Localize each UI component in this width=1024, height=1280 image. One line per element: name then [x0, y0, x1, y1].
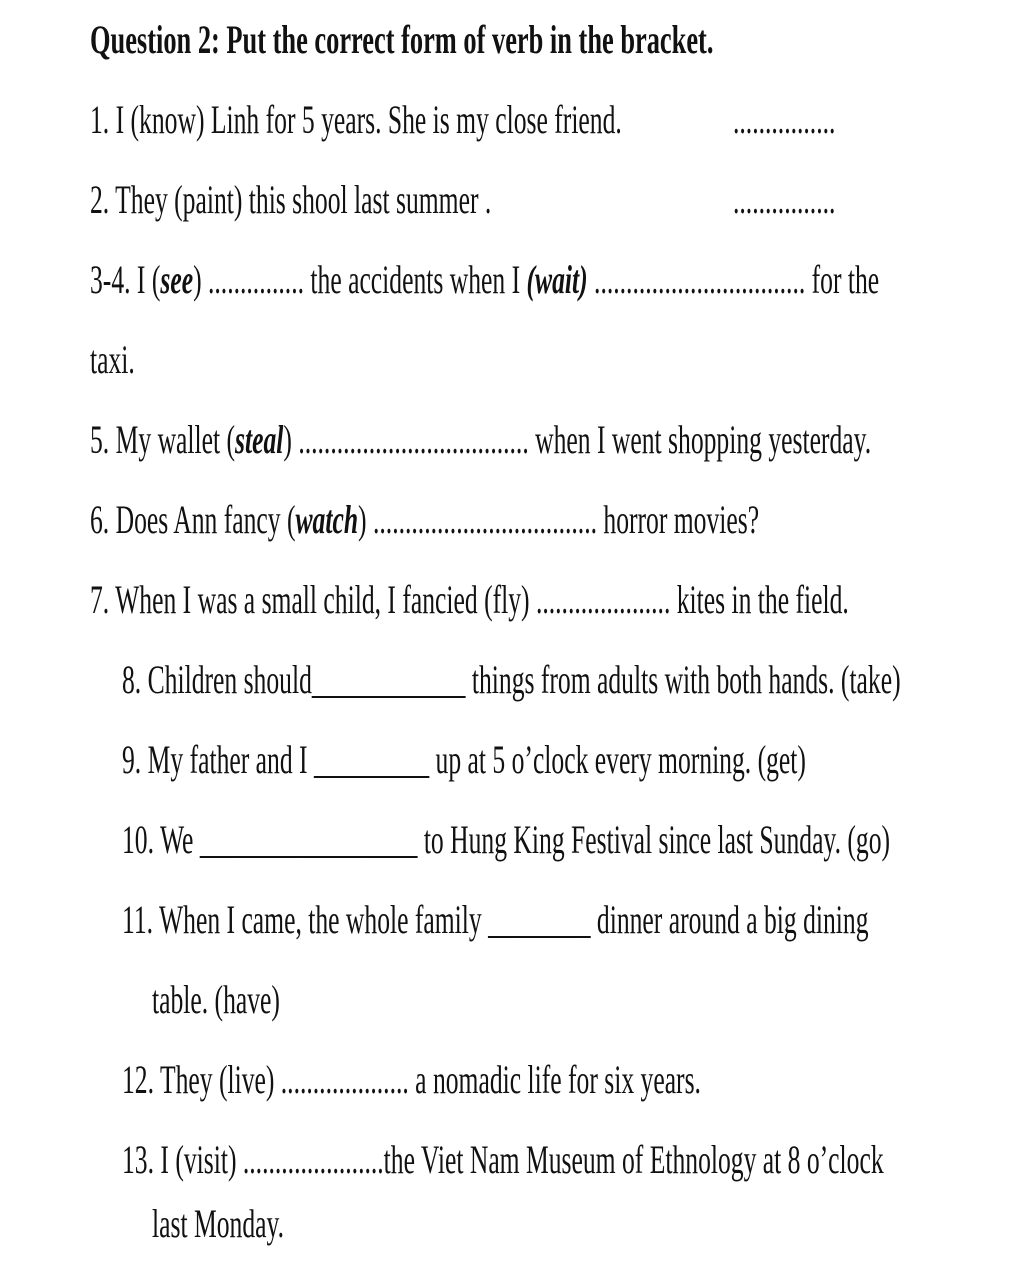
item-8 [122, 656, 901, 704]
item-7-prefix: 7. When I was a small child, I fancied (fly) [90, 577, 536, 622]
item-6-verb: watch [295, 497, 359, 542]
item-9-answer-blank[interactable]: _________ [313, 737, 430, 782]
item-5-suffix: when I went shopping yesterday. [528, 417, 872, 462]
item-1-text: 1. I (know) Linh for 5 years. She is my close friend. [90, 97, 622, 142]
item-12 [122, 1056, 701, 1104]
item-5 [90, 416, 871, 464]
item-13-suffix: the Viet Nam Museum of Ethnology at 8 o’clock [383, 1137, 884, 1182]
item-3-4-middle: the accidents when I [304, 257, 527, 302]
item-3-4-suffix: for the [805, 257, 880, 302]
item-8-suffix: things from adults with both hands. (take) [465, 657, 901, 702]
item-7 [90, 576, 849, 624]
item-7-suffix: kites in the field. [670, 577, 849, 622]
item-1 [90, 96, 622, 144]
item-10-prefix: 10. We [122, 817, 200, 862]
item-11-prefix: 11. When I came, the whole family [122, 897, 489, 942]
item-11-answer-blank[interactable]: ________ [488, 897, 591, 942]
item-2-answer-blank[interactable]: ................ [733, 177, 836, 222]
item-8-prefix: 8. Children should [122, 657, 312, 702]
item-12-prefix: 12. They (live) [122, 1057, 281, 1102]
item-4-answer-blank[interactable]: ................................. [594, 257, 806, 302]
item-10 [122, 816, 890, 864]
item-3-bracket-close: ) [193, 257, 208, 302]
item-1-answer-blank[interactable]: ................ [733, 97, 836, 142]
item-12-answer-blank[interactable]: .................... [280, 1057, 409, 1102]
item-13-prefix: 13. I (visit) [122, 1137, 243, 1182]
item-5-answer-blank[interactable]: .................................... [298, 417, 529, 462]
item-5-prefix: 5. My wallet ( [90, 417, 236, 462]
item-10-suffix: to Hung King Festival since last Sunday. (go) [417, 817, 891, 862]
item-8-answer-blank[interactable]: ____________ [311, 657, 466, 702]
item-9 [122, 736, 806, 784]
item-11 [122, 896, 868, 944]
item-11-suffix: dinner around a big dining [590, 897, 869, 942]
item-3-4 [90, 256, 879, 304]
item-6-suffix: horror movies? [596, 497, 760, 542]
item-5-verb: steal [235, 417, 284, 462]
item-7-answer-blank[interactable]: ..................... [535, 577, 671, 622]
item-4-verb: (wait) [526, 257, 588, 302]
item-2-text: 2. They (paint) this shool last summer . [90, 177, 492, 222]
item-2 [90, 176, 491, 224]
item-3-answer-blank[interactable]: ............... [208, 257, 304, 302]
item-9-prefix: 9. My father and I [122, 737, 314, 782]
item-5-bracket-close: ) [283, 417, 299, 462]
item-3-4-continued: taxi. [90, 337, 135, 382]
item-3-verb: see [160, 257, 194, 302]
item-11-continued: table. (have) [152, 977, 280, 1022]
item-13-continued: last Monday. [152, 1201, 285, 1246]
item-12-suffix: a nomadic life for six years. [408, 1057, 701, 1102]
item-6 [90, 496, 759, 544]
item-6-bracket-close: ) [358, 497, 373, 542]
item-3-4-prefix: 3-4. I ( [90, 257, 161, 302]
item-13-answer-blank[interactable]: ...................... [242, 1137, 384, 1182]
question-title: Question 2: Put the correct form of verb in the bracket. [90, 17, 714, 62]
item-6-prefix: 6. Does Ann fancy ( [90, 497, 296, 542]
item-13 [122, 1136, 884, 1184]
item-6-answer-blank[interactable]: ................................... [372, 497, 597, 542]
item-10-answer-blank[interactable]: _________________ [199, 817, 418, 862]
item-9-suffix: up at 5 o’clock every morning. (get) [429, 737, 806, 782]
